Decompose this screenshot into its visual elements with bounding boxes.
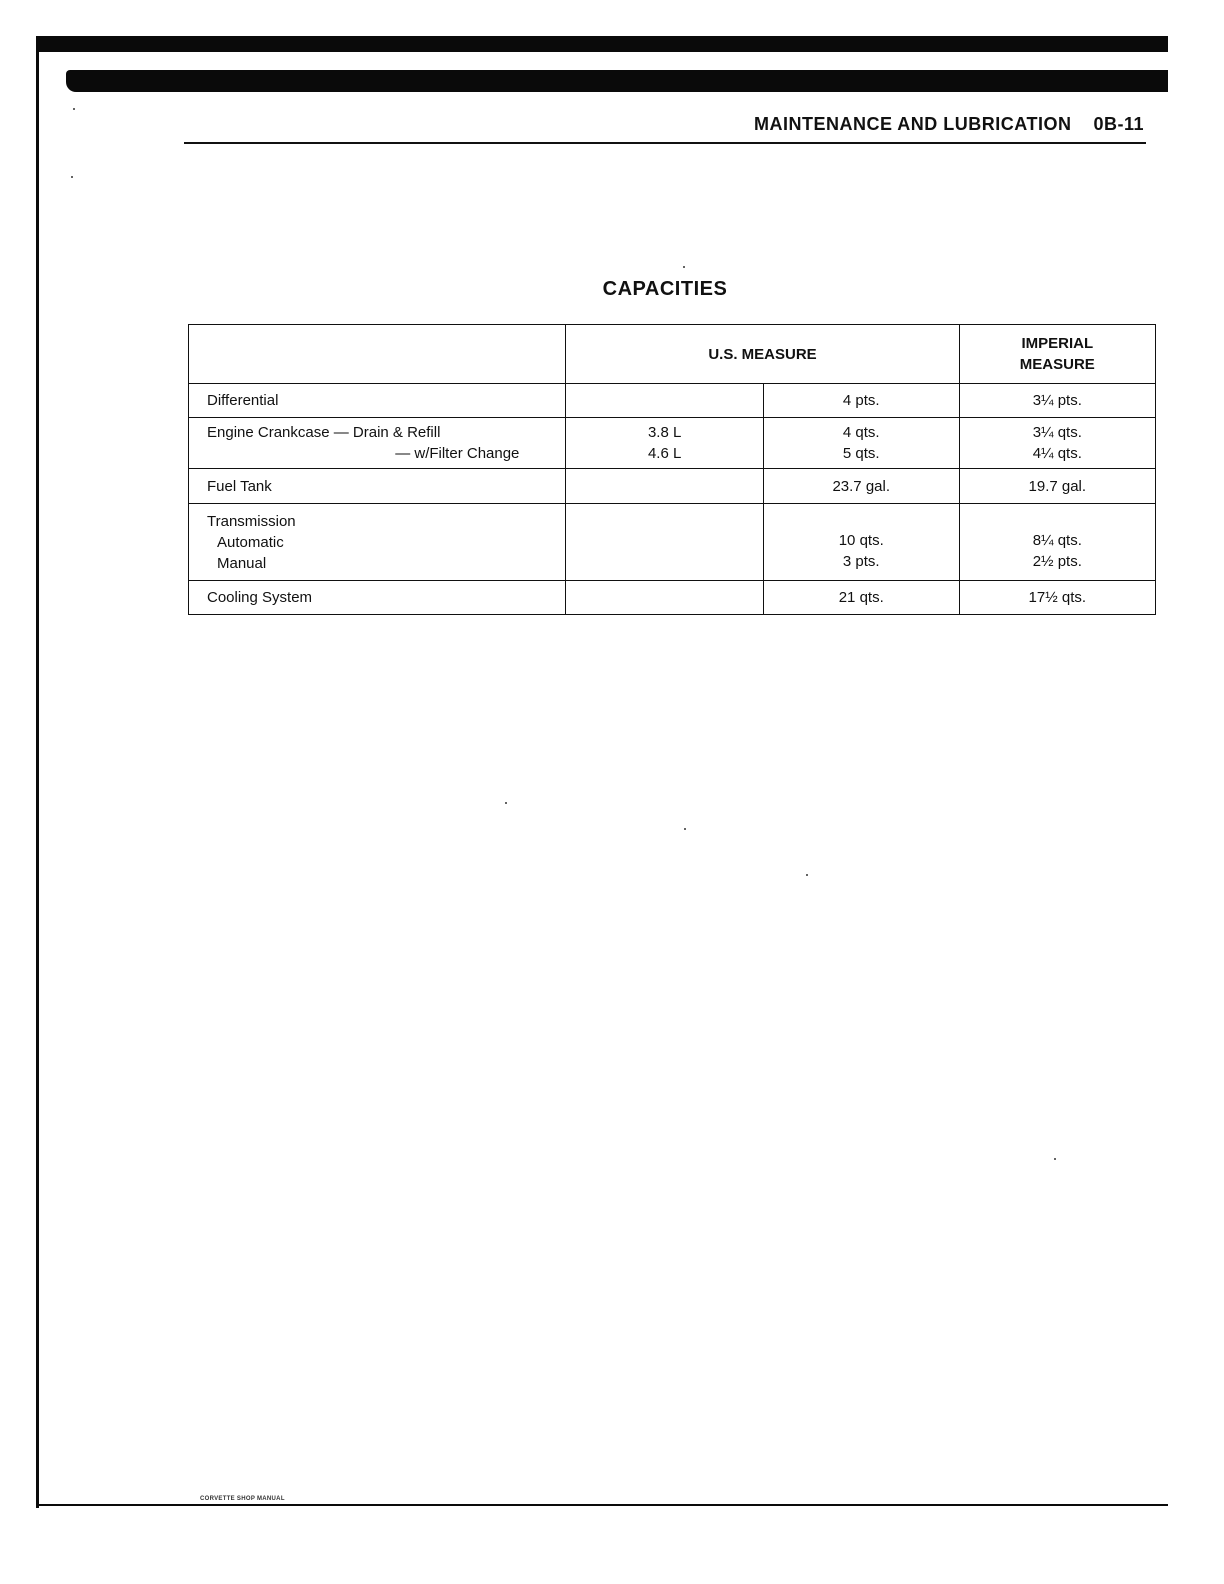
row-label [189, 418, 566, 469]
imperial-value [959, 504, 1155, 581]
imperial-value: 19.7 gal. [959, 469, 1155, 504]
bottom-border-rule [36, 1504, 1168, 1506]
us-value: 21 qts. [763, 581, 959, 615]
us-value: 23.7 gal. [763, 469, 959, 504]
imperial-value-2: 4¼ qts. [1032, 445, 1082, 462]
page-header [184, 114, 1146, 144]
scan-speck [684, 828, 686, 830]
page-title: CAPACITIES [602, 278, 728, 300]
scan-speck [505, 802, 507, 804]
top-black-bar [36, 36, 1168, 52]
scan-speck [806, 874, 808, 876]
us-value [763, 418, 959, 469]
liters-value-1: 3.8 L [647, 424, 682, 441]
liters-cell [566, 418, 763, 469]
scan-speck [71, 176, 73, 178]
table-header-row [189, 325, 1156, 384]
liters-cell [566, 469, 763, 504]
table-row [189, 504, 1156, 581]
left-border-rule [36, 36, 39, 1508]
liters-cell [566, 384, 763, 418]
us-value-1: 4 qts. [842, 424, 880, 441]
us-value: 4 pts. [763, 384, 959, 418]
row-label-line1: Transmission [207, 512, 296, 530]
row-label [189, 504, 566, 581]
imperial-value-2: 2½ pts. [1032, 553, 1082, 570]
imperial-value [959, 418, 1155, 469]
row-label-line2: — w/Filter Change [395, 445, 520, 462]
us-value-1: 10 qts. [838, 532, 884, 549]
liters-cell [566, 504, 763, 581]
scan-speck [73, 108, 75, 110]
us-value [763, 504, 959, 581]
row-label-line1: Engine Crankcase — Drain & Refill [207, 424, 441, 441]
liters-value-2: 4.6 L [647, 445, 682, 462]
imperial-value-1: 8¼ qts. [1032, 532, 1082, 549]
liters-cell [566, 581, 763, 615]
row-label-line2: Automatic [217, 533, 284, 551]
imperial-header-line1: IMPERIAL [1021, 335, 1094, 352]
us-value-2: 5 qts. [842, 445, 880, 462]
table-row [189, 469, 1156, 504]
header-blank-cell [189, 325, 566, 384]
table-row [189, 384, 1156, 418]
imperial-value-1: 3¼ qts. [1032, 424, 1082, 441]
imperial-value: 3¼ pts. [959, 384, 1155, 418]
header-text [754, 114, 1144, 135]
scan-speck [1054, 1158, 1056, 1160]
page-number: 0B-11 [1093, 114, 1144, 134]
footer-text: CORVETTE SHOP MANUAL [200, 1496, 285, 1502]
scan-speck [683, 266, 685, 268]
section-title: MAINTENANCE AND LUBRICATION [753, 114, 1072, 134]
row-label-line3: Manual [217, 554, 267, 572]
row-label: Cooling System [189, 581, 566, 615]
us-measure-header: U.S. MEASURE [566, 325, 959, 384]
capacities-table [188, 324, 1156, 615]
row-label: Differential [189, 384, 566, 418]
imperial-header-line2: MEASURE [1019, 356, 1095, 373]
us-value-2: 3 pts. [842, 553, 880, 570]
imperial-value: 17½ qts. [959, 581, 1155, 615]
imperial-measure-header [959, 325, 1155, 384]
table-row [189, 581, 1156, 615]
header-black-bar [66, 70, 1168, 92]
table-row [189, 418, 1156, 469]
row-label: Fuel Tank [189, 469, 566, 504]
